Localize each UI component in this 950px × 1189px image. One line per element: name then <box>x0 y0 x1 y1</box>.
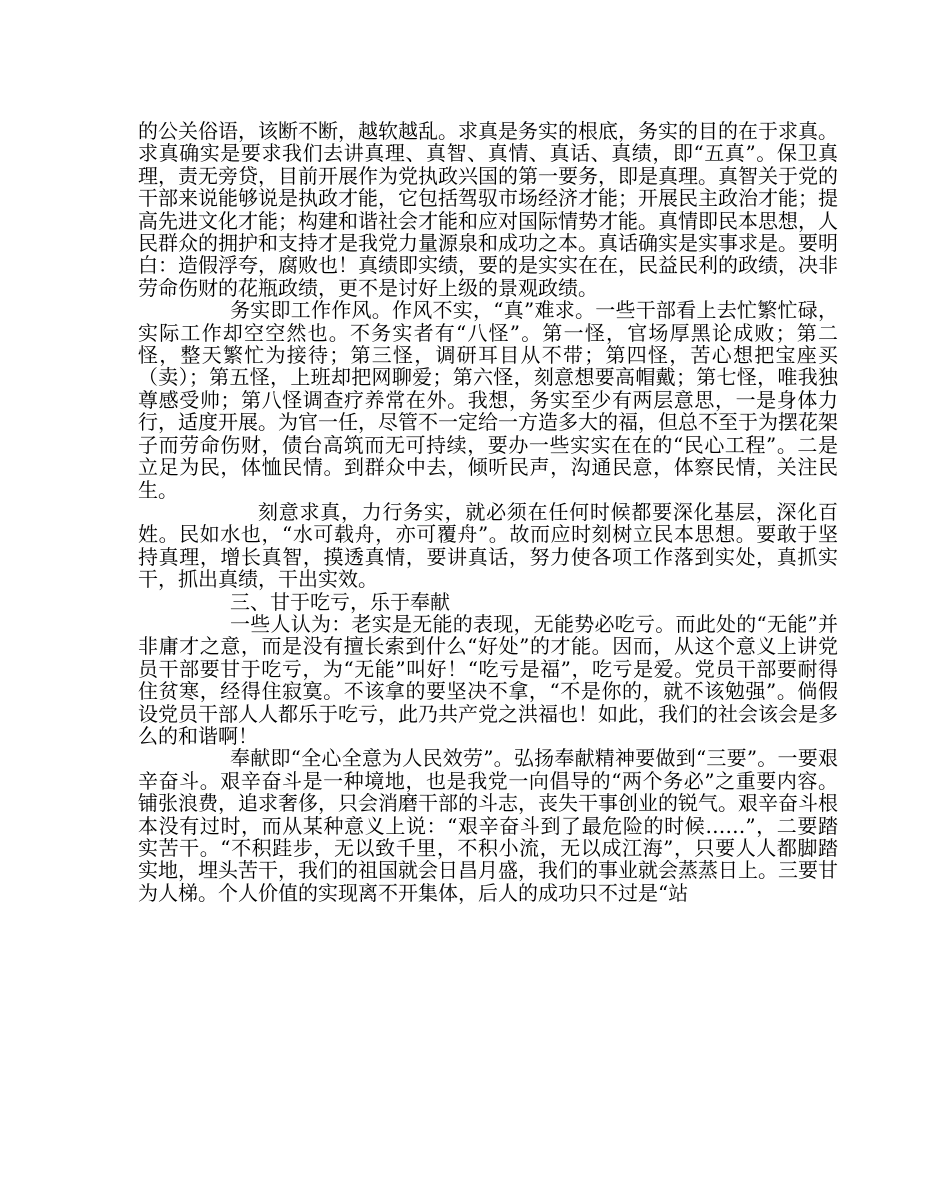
paragraph-seek-truth: 刻意求真，力行务实，就必须在任何时候都要深化基层，深化百姓。民如水也，“水可载舟，亦可覆舟”。故而应时刻树立民本思想。要敢于坚持真理，增长真智，摸透真情，要讲真话，努力使各项工作落到实处，真抓实干，抓出真绩，干出实效。 <box>138 499 838 592</box>
paragraph-work-style: 务实即工作作风。作风不实，“真”难求。一些干部看上去忙繁忙碌，实际工作却空空然也。不务实者有“八怪”。第一怪，官场厚黑论成败；第二怪，整天繁忙为接待；第三怪，调研耳目从不带；第四怪，苦心想把宝座买（卖）；第五怪，上班却把网聊爱；第六怪，刻意想要高帽戴；第七怪，唯我独尊感受帅；第八怪调查疗养常在外。我想，务实至少有两层意思，一是身体力行，适度开展。为官一任，尽管不一定给一方造多大的福，但总不至于为摆花架子而劳命伤财，债台高筑而无可持续，要办一些实实在在的“民心工程”。二是立足为民，体恤民情。到群众中去，倾听民声，沟通民意，体察民情，关注民生。 <box>138 298 838 502</box>
paragraph-dedication: 奉献即“全心全意为人民效劳”。弘扬奉献精神要做到“三要”。一要艰辛奋斗。艰辛奋斗是一种境地，也是我党一向倡导的“两个务必”之重要内容。铺张浪费，追求奢侈，只会消磨干部的斗志，丧失干事创业的锐气。艰辛奋斗根本没有过时，而从某种意义上说：“艰辛奋斗到了最危险的时候……”，二要踏实苦干。“不积跬步，无以致千里，不积小流，无以成江海”，只要人人都脚踏实地，埋头苦干，我们的祖国就会日昌月盛，我们的事业就会蒸蒸日上。三要甘为人梯。个人价值的实现离不开集体，后人的成功只不过是“站 <box>138 746 838 905</box>
paragraph-willing-loss: 一些人认为：老实是无能的表现，无能势必吃亏。而此处的“无能”并非庸才之意，而是没有擅长索到什么“好处”的才能。因而，从这个意义上讲党员干部要甘于吃亏，为“无能”叫好！“吃亏是福”，吃亏是爱。党员干部要耐得住贫寒，经得住寂寞。不该拿的要坚决不拿，“不是你的，就不该勉强”。倘假设党员干部人人都乐于吃亏，此乃共产党之洪福也！如此，我们的社会该会是多么的和谐啊！ <box>138 611 838 748</box>
section-heading: 三、甘于吃亏，乐于奉献 <box>230 589 450 614</box>
paragraph-truth: 的公关俗语，该断不断，越软越乱。求真是务实的根底，务实的目的在于求真。求真确实是要求我们去讲真理、真智、真情、真话、真绩，即“五真”。保卫真理，责无旁贷，目前开展作为党执政兴国的第一要务，即是真理。真智关于党的干部来说能够说是执政才能，它包括驾驭市场经济才能；开展民主政治才能；提高先进文化才能；构建和谐社会才能和应对国际情势才能。真情即民本思想，人民群众的拥护和支持才是我党力量源泉和成功之本。真话确实是实事求是。要明白：造假浮夸，腐败也！真绩即实绩，要的是实实在在，民益民利的政绩，决非劳命伤财的花瓶政绩，更不是讨好上级的景观政绩。 <box>138 119 838 300</box>
document-body <box>138 120 838 904</box>
